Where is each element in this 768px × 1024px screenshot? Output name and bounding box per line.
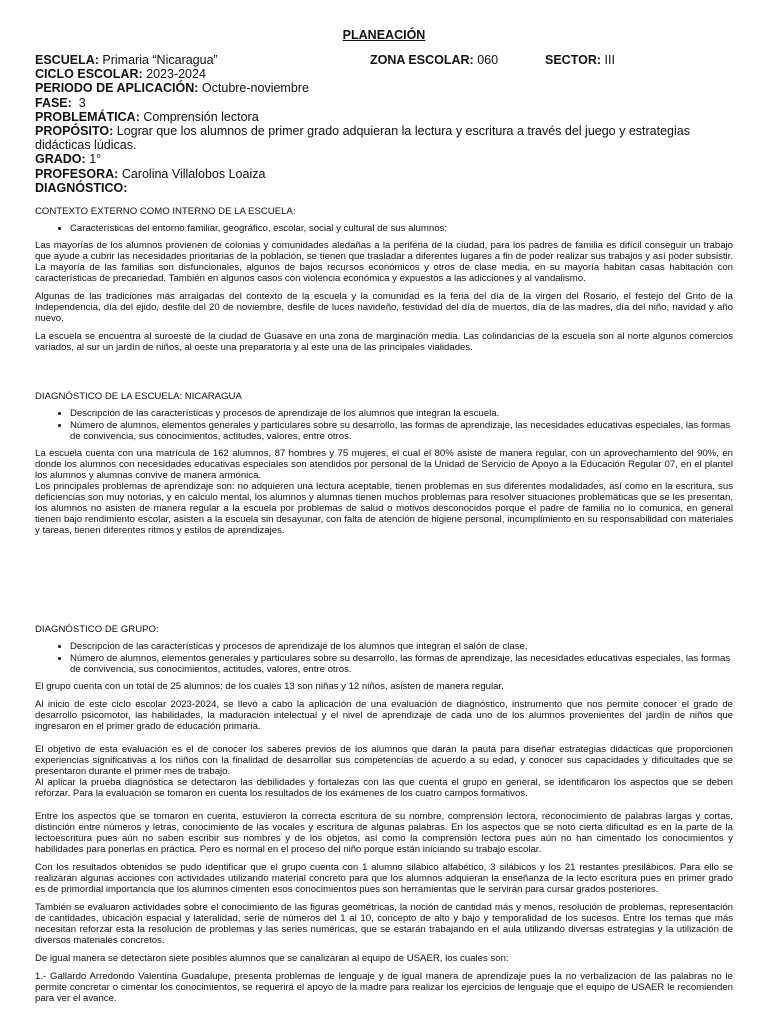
- school-field: ESCUELA: Primaria “Nicaragua”: [35, 53, 218, 67]
- phase-field: FASE: 3: [35, 95, 86, 110]
- teacher-field: PROFESORA: Carolina Villalobos Loaiza: [35, 166, 266, 181]
- paragraph: Entre los aspectos que se tomaron en cuenta, estuvieron la correcta escritura de su nombre, comprensión lectora, reconocimiento de palabras largas y cortas, distinción entre números y letras, conocimiento de las vocales y escritura de algunas palabras. En los aspectos que se notó cierta dificultad es en la parte de la lectoescritura pues aún no saben escribir sus nombres y de los objetos, así como la comprensión lectora pues aún no han cimentado los conocimientos y habilidades para ponerlas en práctica. Pero es normal en el proceso del niño porque están iniciando su trabajo escolar.: [35, 811, 733, 856]
- school-diagnosis-bullets: [35, 408, 733, 442]
- zone-field: ZONA ESCOLAR: 060: [370, 53, 499, 67]
- cycle-field: CICLO ESCOLAR: 2023-2024: [35, 67, 206, 82]
- school-diagnosis-heading: DIAGNÓSTICO DE LA ESCUELA: NICARAGUA: [35, 391, 242, 403]
- paragraph: Algunas de las tradiciones más arraigadas del contexto de la escuela y la comunidad es la feria del día de la virgen del Rosario, el festejo del Grito de la Independencia, día del ejido, desfile del 20 de noviembre, desfile de luces navideño, festividad del día de muertos, día de las madres, día del niño, navidad y año nuevo.: [35, 291, 733, 325]
- context-bullets: [35, 223, 733, 234]
- paragraph: De igual manera se detectaron siete posibles alumnos que se canalizaran al equipo de USAER, los cuales son:: [35, 953, 509, 965]
- context-heading: CONTEXTO EXTERNO COMO INTERNO DE LA ESCUELA:: [35, 206, 296, 218]
- page-title: PLANEACIÓN: [342, 28, 426, 42]
- group-diagnosis-heading: DIAGNÓSTICO DE GRUPO:: [35, 624, 159, 636]
- paragraph: Al aplicar la prueba diagnóstica se detectaron las debilidades y fortalezas con las que cuenta el grupo en general, se identificaron los aspectos que se deben reforzar. Para la evaluación se tomaron en cuenta los resultados de los exámenes de los cuatro campos formativos.: [35, 777, 733, 800]
- list-item: • Número de alumnos, elementos generales y particulares sobre su desarrollo, las formas de aprendizaje, las necesidades educativas especiales, las formas de convivencia, sus conocimientos, actitudes, valores, entre otros.: [70, 653, 733, 675]
- diagnosis-label: DIAGNÓSTICO:: [35, 180, 128, 195]
- paragraph: La escuela se encuentra al suroeste de la ciudad de Guasave en una zona de marginación media. Las colindancias de la escuela son al norte algunos comercios variados, al sur un jardín de niños, al oeste una preparatoria y al este una de las principales vialidades.: [35, 331, 733, 354]
- header-block: [35, 53, 733, 195]
- problem-field: PROBLEMÁTICA: Comprensión lectora: [35, 109, 259, 124]
- list-item: • Descripción de las características y procesos de aprendizaje de los alumnos que integran el salón de clase.: [70, 641, 733, 652]
- paragraph: También se evaluaron actividades sobre el conocimiento de las figuras geométricas, la noción de cantidad más y menos, resolución de problemas, representación de cantidades, ubicación espacial y lateralidad, serie de números del 1 al 10, concepto de alto y bajo y temporalidad de los sucesos. Entre los temas que más necesitan reforzar esta la resolución de problemas y las series numéricas, que se estarán trabajando en el aula utilizando diversas estrategias y la utilización de diversos materiales concretos.: [35, 902, 733, 947]
- paragraph: Al inicio de este ciclo escolar 2023-2024, se llevó a cabo la aplicación de una evaluación de diagnóstico, instrumento que nos permite conocer el grado de desarrollo psicomotor, las habilidades, la maduración intelectual y el nivel de aprendizaje de cada uno de los alumnos provenientes del jardín de niños que ingresaron en el primer grado de educación primaria.: [35, 699, 733, 733]
- grade-field: GRADO: 1°: [35, 152, 102, 167]
- paragraph: El objetivo de esta evaluación es el de conocer los saberes previos de los alumnos que darán la pauta para diseñar estrategias didácticas que proporcionen experiencias significativas a los niños con la finalidad de desarrollar sus competencias de acuerdo a su edad, y conocer sus capacidades y dificultades que se presentaron durante el primer mes de trabajo.: [35, 744, 733, 778]
- paragraph: 1.- Gallardo Arredondo Valentina Guadalupe, presenta problemas de lenguaje y de igual manera de aprendizaje pues la no verbalización de las palabras no le permite concretar o cimentar los conocimientos, se requerirá el apoyo de la madre para realizar los ejercicios de lenguaje que el equipo de USAER le recomienden para ver el avance.: [35, 971, 733, 1005]
- list-item: • Número de alumnos, elementos generales y particulares sobre su desarrollo, las formas de aprendizaje, las necesidades educativas especiales, las formas de convivencia, sus conocimientos, actitudes, valores, entre otros.: [70, 420, 733, 442]
- sector-field: SECTOR: III: [545, 53, 615, 67]
- paragraph: Con los resultados obtenidos se pudo identificar que el grupo cuenta con 1 alumno silábico alfabético, 3 silábicos y los 21 restantes presilábicos. Para ello se realizarán algunas acciones con actividades utilizando material concreto para que los alumnos adquieran la enseñanza de la lecto escritura pues en primer grado es de primordial importancia que los alumnos cimenten esos conocimientos pues son herramientas que le servirán para cursar grados posteriores.: [35, 862, 733, 896]
- period-field: PERIODO DE APLICACIÓN: Octubre-noviembre: [35, 81, 309, 96]
- list-item: • Características del entorno familiar, geográfico, escolar, social y cultural de sus alumnos:: [70, 223, 733, 234]
- purpose-field: PROPÓSITO: Lograr que los alumnos de primer grado adquieran la lectura y escritura a través del juego y estrategias didácticas lúdicas.: [35, 124, 690, 153]
- group-diagnosis-bullets: [35, 641, 733, 675]
- header-row-school: [35, 53, 733, 67]
- document-page: [35, 28, 733, 1011]
- paragraph: Los principales problemas de aprendizaje son: no adquieren una lectura aceptable, tienen problemas en sus diferentes modalidades, así como en la escritura, sus deficiencias son muy notorias, y en cálculo mental, los alumnos y alumnas tienen muchos problemas para resolver situaciones problemáticas que se les presentan, los alumnos no asisten de manera regular a la escuela por problemas de salud o motivos desconocidos porque el padre de familia no lo comunica, en general tienen bajo rendimiento escolar, asisten a la escuela sin desayunar, con falta de atención de higiene personal, incumplimiento en su responsabilidad con materiales y tareas, tienen diferentes ritmos y estilos de aprendizajes.: [35, 481, 733, 537]
- paragraph: Las mayorías de los alumnos provienen de colonias y comunidades aledañas a la periferia de la ciudad, para los padres de familia es difícil conseguir un trabajo que ayude a cubrir las necesidades prioritarias de la población, se tienen que trasladar a diferentes lugares a fin de poder realizar sus trabajos y así poder subsistir. La mayoría de las familias son disfuncionales, algunos de bajos recursos económicos y otros de clase media, en su mayoría habitan casas habitación con características de precariedad. También en algunos casos con violencia económica y expuestos a las adicciones y al vandalismo.: [35, 240, 733, 285]
- paragraph: El grupo cuenta con un total de 25 alumnos: de los cuales 13 son niñas y 12 niños, asisten de manera regular.: [35, 681, 504, 693]
- list-item: • Descripción de las características y procesos de aprendizaje de los alumnos que integran la escuela.: [70, 408, 733, 419]
- paragraph: La escuela cuenta con una matrícula de 162 alumnos, 87 hombres y 75 mujeres, el cual el 80% asiste de manera regular, con un aprovechamiento del 90%, en donde los alumnos con necesidades educativas especiales son atendidos por personal de la Unidad de Servicio de Apoyo a la Educación Regular 07, en el plantel los alumnos y alumnas convive de manera armónica.: [35, 448, 733, 482]
